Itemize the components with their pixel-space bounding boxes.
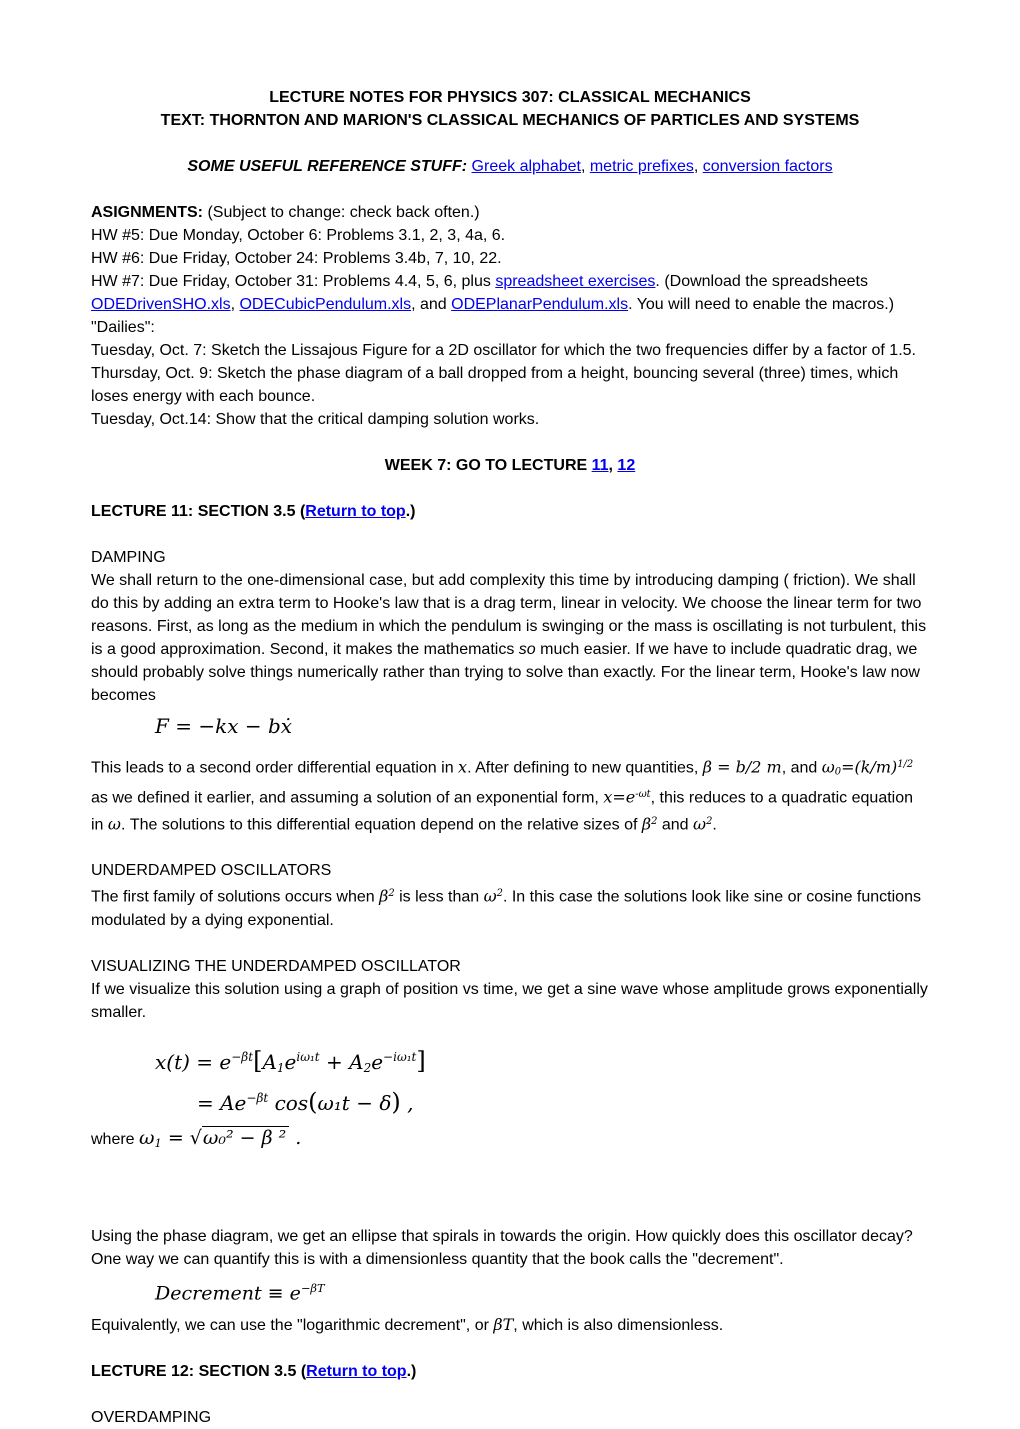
hw7-line bbox=[91, 270, 929, 316]
fx-exp-3: −iω₁t bbox=[383, 1049, 417, 1064]
formula-xt-line1 bbox=[155, 1042, 929, 1083]
var-betaT: βT bbox=[493, 1314, 514, 1334]
var-omega0-exp: 1/2 bbox=[897, 759, 914, 770]
lecture12-heading-end: .) bbox=[406, 1362, 417, 1380]
var-beta-def: β = b/2 m bbox=[702, 757, 782, 777]
var-omega: ω bbox=[107, 814, 121, 834]
fw-omega1: ω bbox=[139, 1127, 155, 1150]
hw7-text-5: . You will need to enable the macros.) bbox=[628, 296, 895, 313]
underdamped-omega-sup: 2 bbox=[496, 888, 503, 900]
daily-line-3: Tuesday, Oct.14: Show that the critical damping solution works. bbox=[91, 411, 540, 428]
formula-xt-line2 bbox=[197, 1083, 929, 1118]
lecture12-heading-text: LECTURE 12: SECTION 3.5 ( bbox=[91, 1362, 307, 1380]
fx-comma: , bbox=[400, 1090, 414, 1115]
underdamped-text-2: is less than bbox=[394, 888, 484, 906]
var-x: x bbox=[458, 757, 468, 777]
var-omega0-sub: 0 bbox=[834, 766, 842, 778]
fw-omega1-sub: 1 bbox=[154, 1136, 162, 1151]
title-line-2: TEXT: THORNTON AND MARION'S CLASSICAL MECHANICS OF PARTICLES AND SYSTEMS bbox=[160, 112, 860, 129]
fx-cos-arg: ω₁t − δ bbox=[317, 1090, 392, 1115]
fd-word: Decrement bbox=[155, 1282, 262, 1305]
var-omega0: ω bbox=[821, 757, 835, 777]
formula-hookes-law-expr: F = −kx − bẋ bbox=[155, 714, 293, 738]
daily-line-1: Tuesday, Oct. 7: Sketch the Lissajous Figure for a 2D oscillator for which the two frequencies differ by a factor of 1.5. bbox=[91, 342, 916, 359]
equivalently-paragraph bbox=[91, 1313, 929, 1337]
reference-sep-2: , bbox=[693, 158, 703, 175]
where-math bbox=[139, 1127, 301, 1149]
hw7-text-4: , and bbox=[411, 296, 452, 313]
ode-cubic-pendulum-link[interactable]: ODECubicPendulum.xls bbox=[239, 296, 412, 313]
underdamped-text-1: The first family of solutions occurs when bbox=[91, 888, 380, 906]
daily-line-2: Thursday, Oct. 9: Sketch the phase diagram of a ball dropped from a height, bouncing several (three) times, which loses energy with each bounce. bbox=[91, 365, 899, 405]
underdamped-section bbox=[91, 859, 929, 931]
fx-e2: e bbox=[371, 1049, 384, 1074]
title-line-1: LECTURE NOTES FOR PHYSICS 307: CLASSICAL MECHANICS bbox=[269, 89, 751, 106]
var-omega-sq: ω bbox=[693, 814, 707, 834]
beta-text-8: . bbox=[712, 816, 717, 834]
var-beta-sq: β bbox=[641, 814, 652, 834]
fd-e: e bbox=[289, 1282, 301, 1305]
fx-eq2: = Ae bbox=[197, 1090, 247, 1115]
beta-definition-paragraph bbox=[91, 753, 929, 836]
hw6-line: HW #6: Due Friday, October 24: Problems 3.4b, 7, 10, 22. bbox=[91, 250, 502, 267]
var-x-exp-form: x=e bbox=[603, 787, 636, 807]
reference-sep-1: , bbox=[580, 158, 590, 175]
fx-exp-1: −βt bbox=[231, 1049, 254, 1064]
underdamped-text-3: . In this case the solutions look like sine or cosine functions modulated by a dying exponential. bbox=[91, 888, 921, 929]
beta-text-1: This leads to a second order differential equation in bbox=[91, 759, 459, 777]
hw5-line: HW #5: Due Monday, October 6: Problems 3.1, 2, 3, 4a, 6. bbox=[91, 227, 506, 244]
beta-text-4: as we defined it earlier, and assuming a solution of an exponential form, bbox=[91, 789, 604, 807]
formula-decrement bbox=[155, 1273, 929, 1308]
fx-lhs: x(t) = e bbox=[155, 1049, 232, 1074]
beta-text-3: , and bbox=[781, 759, 822, 777]
damping-so-italic: so bbox=[518, 641, 536, 658]
hw7-text-3: , bbox=[230, 296, 240, 313]
underdamped-heading: UNDERDAMPED OSCILLATORS bbox=[91, 862, 332, 880]
lecture12-heading bbox=[91, 1360, 929, 1383]
beta-text-7: and bbox=[657, 816, 694, 834]
assignments-block bbox=[91, 201, 929, 431]
phase-diagram-paragraph: Using the phase diagram, we get an ellipse that spirals in towards the origin. How quickly does this oscillator decay? One way we can quantify this is with a dimensionless quantity that the book calls the "decrement". bbox=[91, 1228, 913, 1269]
formula-xt-solution bbox=[155, 1042, 929, 1118]
metric-prefixes-link[interactable]: metric prefixes bbox=[589, 158, 694, 175]
where-text: where bbox=[91, 1131, 140, 1149]
fw-period: . bbox=[289, 1127, 302, 1150]
ode-planar-pendulum-link[interactable]: ODEPlanarPendulum.xls bbox=[451, 296, 629, 313]
visualizing-section bbox=[91, 955, 929, 1024]
lecture11-heading bbox=[91, 500, 929, 523]
greek-alphabet-link[interactable]: Greek alphabet bbox=[471, 158, 581, 175]
hw7-text-2: . (Download the spreadsheets bbox=[655, 273, 868, 290]
beta-text-5: , this reduces to a quadratic equation in bbox=[91, 789, 914, 834]
beta-text-6: . The solutions to this differential equation depend on the relative sizes of bbox=[120, 816, 642, 834]
fx-left-bracket: [ bbox=[253, 1046, 263, 1075]
fx-A2-sub: 2 bbox=[363, 1060, 372, 1075]
fx-plus-A2: + A bbox=[319, 1049, 364, 1074]
visualizing-paragraph: If we visualize this solution using a graph of position vs time, we get a sine wave whose amplitude grows exponentially smaller. bbox=[91, 980, 928, 1021]
underdamped-beta: β bbox=[379, 886, 389, 906]
conversion-factors-link[interactable]: conversion factors bbox=[702, 158, 833, 175]
radical-sign: √ bbox=[189, 1127, 202, 1150]
return-to-top-link-1[interactable]: Return to top bbox=[305, 503, 406, 520]
fd-exp: −βT bbox=[300, 1281, 325, 1296]
spreadsheet-exercises-link[interactable]: spreadsheet exercises bbox=[495, 273, 656, 290]
fx-e1: e bbox=[284, 1049, 297, 1074]
fx-A1: A bbox=[262, 1049, 277, 1074]
fx-left-paren: ( bbox=[308, 1087, 318, 1116]
damping-text-1: We shall return to the one-dimensional case, but add complexity this time by introducing damping ( friction). We shall do this by adding an extra term to Hooke's law that is a drag term, linear in velocity. We choose the linear term for two reasons. First, as long as the medium in which the pendulum is swinging or the mass is oscillating is not turbulent, this is a good approximation. Second, it makes the mathematics bbox=[91, 572, 927, 658]
fx-right-bracket: ] bbox=[416, 1046, 426, 1075]
reference-line bbox=[91, 155, 929, 178]
hw7-text-1: HW #7: Due Friday, October 31: Problems 4.4, 5, 6, plus bbox=[91, 273, 496, 290]
underdamped-beta-sup: 2 bbox=[388, 888, 395, 900]
fx-exp-2: iω₁t bbox=[296, 1049, 320, 1064]
week7-nav-line bbox=[91, 454, 929, 477]
fx-right-paren: ) bbox=[391, 1087, 401, 1116]
visualizing-heading: VISUALIZING THE UNDERDAMPED OSCILLATOR bbox=[91, 957, 461, 975]
assignments-intro-text: (Subject to change: check back often.) bbox=[203, 204, 480, 221]
where-omega1-line bbox=[91, 1123, 929, 1158]
formula-hookes-law bbox=[155, 711, 929, 741]
page-title bbox=[91, 86, 929, 132]
damping-paragraph bbox=[91, 569, 929, 707]
underdamped-omega: ω bbox=[483, 886, 497, 906]
var-omega0-def: =(k/m) bbox=[841, 757, 898, 777]
fw-eq: = bbox=[161, 1127, 190, 1150]
return-to-top-link-2[interactable]: Return to top bbox=[306, 1362, 407, 1380]
fx-A1-sub: 1 bbox=[276, 1060, 285, 1075]
lecture-11-link[interactable]: 11 bbox=[591, 457, 609, 474]
lecture11-heading-text: LECTURE 11: SECTION 3.5 ( bbox=[91, 503, 306, 520]
vertical-spacer bbox=[91, 1181, 929, 1225]
var-beta-sq-sup: 2 bbox=[651, 815, 658, 827]
dailies-label-line: "Dailies": bbox=[91, 319, 155, 336]
underdamped-paragraph bbox=[91, 882, 929, 931]
damping-text-2: much easier. If we have to include quadratic drag, we should probably solve things numerically rather than trying to solve than exactly. For the linear term, Hooke's law now becomes bbox=[91, 641, 920, 704]
week7-label: WEEK 7: GO TO LECTURE bbox=[384, 457, 592, 474]
assignments-label: ASIGNMENTS: bbox=[91, 204, 203, 221]
damping-section bbox=[91, 546, 929, 707]
week7-sep: , bbox=[608, 457, 618, 474]
assignments-intro-line bbox=[91, 201, 929, 224]
var-omega-sq-sup: 2 bbox=[706, 815, 713, 827]
ode-driven-sho-link[interactable]: ODEDrivenSHO.xls bbox=[91, 296, 231, 313]
reference-label: SOME USEFUL REFERENCE STUFF: bbox=[187, 158, 472, 175]
equivalently-text-2: , which is also dimensionless. bbox=[513, 1316, 724, 1334]
fx-cos: cos bbox=[268, 1090, 309, 1115]
overdamping-heading: OVERDAMPING bbox=[91, 1408, 212, 1426]
var-x-exp-sup: -ωt bbox=[635, 789, 651, 801]
fx-exp-4: −βt bbox=[246, 1090, 269, 1105]
equivalently-text-1: Equivalently, we can use the "logarithmic decrement", or bbox=[91, 1316, 494, 1334]
lecture11-heading-end: .) bbox=[405, 503, 416, 520]
beta-text-2: . After defining to new quantities, bbox=[467, 759, 703, 777]
fd-equiv: ≡ bbox=[261, 1282, 290, 1305]
fw-radicand: ω₀² − β ² bbox=[202, 1126, 289, 1149]
damping-heading: DAMPING bbox=[91, 549, 166, 566]
lecture-12-link[interactable]: 12 bbox=[617, 457, 636, 474]
